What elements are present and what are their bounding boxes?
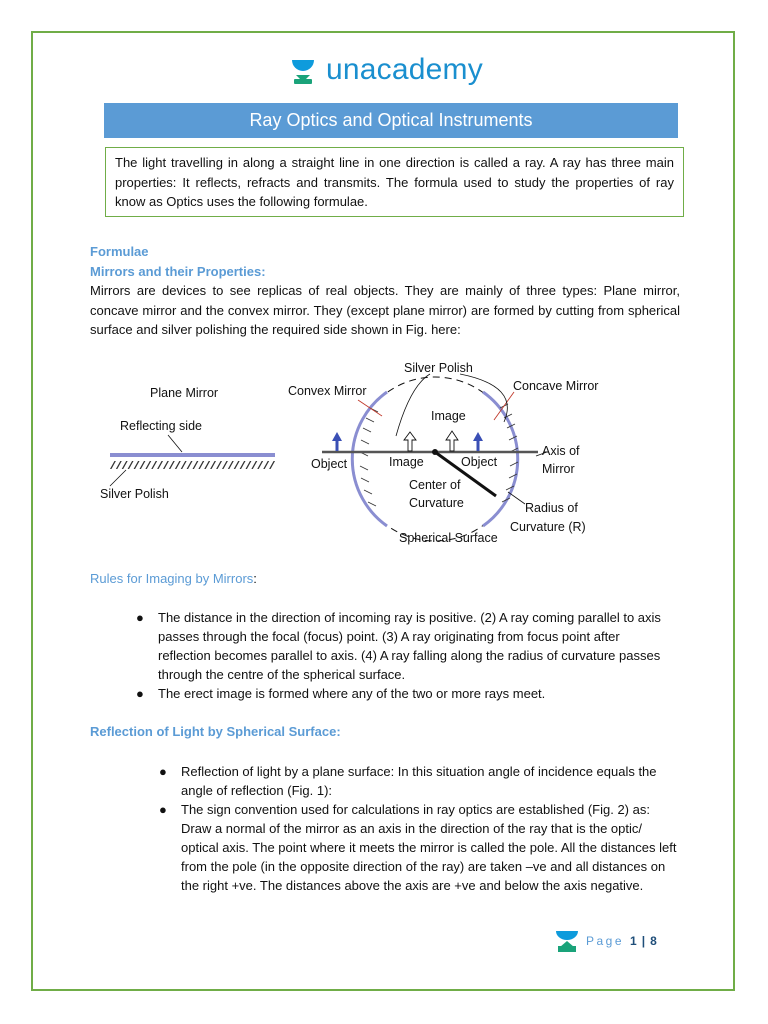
radius-of-label: Radius of — [525, 501, 578, 515]
reflection-heading: Reflection of Light by Spherical Surface: — [90, 724, 341, 739]
curvature-r-label: Curvature (R) — [510, 520, 586, 534]
reflecting-side-label: Reflecting side — [120, 419, 202, 433]
object-left-label: Object — [311, 457, 348, 471]
reflection-text: Reflection of light by a plane surface: In this situation angle of incidence equals the angle of reflection (Fig. 1): — [181, 764, 657, 798]
page-total: 8 — [650, 934, 658, 948]
reflecting-side-pointer — [168, 435, 182, 452]
convex-mirror-label: Convex Mirror — [288, 384, 367, 398]
convex-pointer — [358, 400, 382, 416]
object-right-label: Object — [461, 455, 498, 469]
page-title: Ray Optics and Optical Instruments — [104, 103, 678, 138]
silver-polish-left-label: Silver Polish — [100, 487, 169, 501]
image-mid-label: Image — [389, 455, 424, 469]
mirrors-section — [90, 242, 680, 340]
rule-text: The distance in the direction of incoming ray is positive. (2) A ray coming parallel to axis passes through the focal (focus) point. (3) A ray originating from focus point after reflection becomes parallel to axis. (4) A ray falling along the radius of curvature passes through the centre of the spherical surface. — [158, 610, 661, 682]
page-current: 1 — [630, 934, 638, 948]
rules-heading-line — [90, 569, 257, 589]
object-arrow-left — [332, 432, 342, 451]
rules-heading-colon: : — [253, 571, 257, 586]
page-word: Page — [586, 934, 625, 948]
concave-mirror-label: Concave Mirror — [513, 379, 599, 393]
image-arrow-left — [404, 432, 416, 451]
center-point — [432, 449, 438, 455]
silver-polish-pointer — [110, 470, 126, 486]
silver-polish-top-label: Silver Polish — [404, 361, 473, 375]
convex-hatch — [360, 408, 378, 506]
list-item — [159, 762, 679, 800]
mirrors-text: Mirrors are devices to see replicas of real objects. They are mainly of three types: Plane mirror, concave mirror and the convex mirror. They (except plane mirror) are formed by cutting from spherical surface and silver polishing the required side shown in Fig. here: — [90, 283, 680, 337]
formulae-heading: Formulae — [90, 244, 149, 259]
rules-list — [136, 608, 674, 703]
image-arrow-right — [446, 431, 458, 451]
rule-text: The erect image is formed where any of the two or more rays meet. — [158, 686, 546, 701]
silver-polish-pointer-right — [460, 374, 507, 422]
plane-mirror-label: Plane Mirror — [150, 386, 219, 400]
bullet-icon: ● — [159, 802, 167, 817]
reflection-heading-line — [90, 722, 341, 742]
intro-box: The light travelling in along a straight line in one direction is called a ray. A ray has three main properties: It reflects, refracts and transmits. The formula used to study the properties of ray know as Optics uses the following formulae. — [105, 147, 684, 217]
bullet-icon: ● — [136, 610, 144, 625]
mirror-types-figure — [100, 356, 620, 551]
footer-logo-icon — [554, 928, 580, 954]
object-arrow-right — [473, 432, 483, 451]
unacademy-logo-icon — [288, 55, 318, 85]
list-item — [136, 608, 674, 684]
bullet-icon: ● — [136, 686, 144, 701]
page-separator: | — [641, 934, 647, 948]
mirrors-heading: Mirrors and their Properties: — [90, 263, 266, 279]
plane-mirror-hatch: //////////////////////////// — [110, 460, 277, 471]
silver-polish-pointer-left — [396, 374, 430, 436]
reflection-text: The sign convention used for calculations in ray optics are established (Fig. 2) as: Draw a normal of the mirror as an axis in the direction of the ray that is the optic/ optical axis. The point where it meets the mirror is called the pole. All the distances left from the pole (in the opposite direction of the ray) are taken –ve and all distances on the right +ve. The distances above the axis are +ve and below the axis negative. — [181, 802, 677, 893]
list-item — [159, 800, 679, 895]
radius-pointer — [508, 492, 525, 504]
rules-heading: Rules for Imaging by Mirrors — [90, 571, 254, 586]
curvature-label: Curvature — [409, 496, 464, 510]
axis-of-label: Axis of — [542, 444, 580, 458]
convex-mirror-arc — [352, 392, 387, 526]
page-footer — [554, 928, 658, 954]
logo-text: unacademy — [326, 53, 483, 86]
spherical-surface-label: Spherical Surface — [399, 531, 498, 545]
image-top-label: Image — [431, 409, 466, 423]
unacademy-logo — [288, 50, 483, 90]
reflection-list — [159, 762, 679, 895]
list-item — [136, 684, 674, 703]
bullet-icon: ● — [159, 764, 167, 779]
plane-mirror-surface — [110, 453, 275, 457]
center-of-label: Center of — [409, 478, 461, 492]
mirror-label: Mirror — [542, 462, 575, 476]
